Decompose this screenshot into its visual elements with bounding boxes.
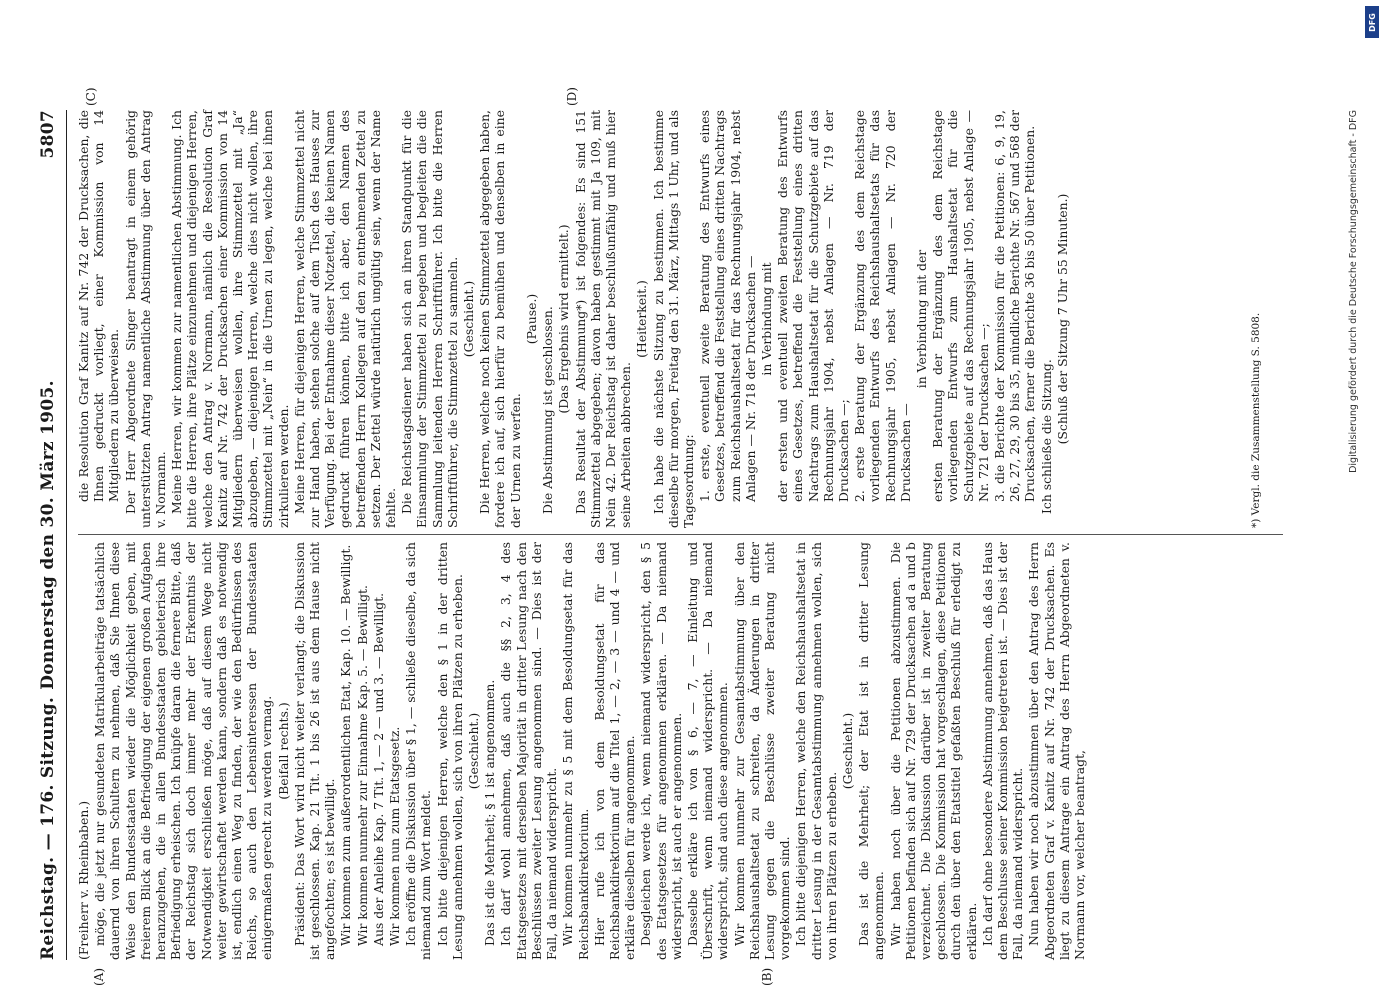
left-text-column (76, 542, 1088, 960)
paragraph: Das ist die Mehrheit; § 1 ist angenommen. (482, 679, 498, 946)
stage-direction: (Geschieht.) (461, 280, 477, 358)
paragraph: Ich bitte diejenigen Herren, welche den Reichshaushaltsetat in dritter Lesung in der Gesamtabstimmung annehmen wollen, sich von ihren Plätzen zu erheben. (793, 542, 839, 960)
dfg-logo-text: DFG (1367, 12, 1377, 32)
paragraph: Die Reichstagsdiener haben sich an ihren Standpunkt für die Einsammlung der Stimmzettel zu begeben und begleiten die die Sammlung leitenden Herren Schriftführer. Ich bitte die Herren Schriftführer, die Stimmzettel zu sammeln. (399, 110, 460, 528)
paragraph: Die Herren, welche noch keinen Stimmzettel abgegeben haben, fordere ich auf, sich hierfür zu bemühen und denselben in eine der Urnen zu werfen. (477, 110, 523, 528)
dfg-logo (1365, 6, 1379, 38)
stage-direction: (Geschieht.) (466, 712, 482, 790)
paragraph: Wir kommen nunmehr zur Gesamtabstimmung über den Reichshaushaltsetat zu schreiten, da Änderungen in dritter Lesung gegen die Beschlüsse zweiter Beratung nicht vorgekommen sind. (731, 542, 793, 960)
margin-marker-c: (C) (84, 87, 98, 106)
paragraph: Hier rufe ich von dem Besoldungsetat für das Reichsbankdirektorium auf die Titel 1, — 2, — 3 — und 4 — und erkläre dieselben für angenommen. (591, 542, 638, 960)
paragraph: Ich bitte diejenigen Herren, welche den § 1 in der dritten Lesung annehmen wollen, sich von ihren Plätzen zu erheben. (434, 542, 465, 960)
paragraph: Präsident: Das Wort wird nicht weiter verlangt; die Diskussion ist geschlossen. Kap. 21 Tit. 1 bis 26 ist aus dem Hause nicht angefochten; es ist bewilligt. (291, 542, 338, 960)
stage-direction: (Das Ergebnis wird ermittelt.) (556, 224, 572, 414)
footnote: *) Vergl. die Zusammenstellung S. 5808. (1250, 312, 1262, 528)
agenda-item: der ersten und eventuell zweiten Beratung des Entwurfs eines Gesetzes, betreffend die Feststellung eines dritten Nachtrags zum Haushaltsetat für die Schutzgebiete auf das Rechnungsjahr 1904, nebst Anlagen — Nr. 719 der Drucksachen —; (775, 110, 851, 502)
digitization-credit: Digitalisierung gefördert durch die Deutsche Forschungsgemeinschaft - DFG (1348, 110, 1359, 473)
paragraph: Aus der Anleihe Kap. 7 Tit. 1, — 2 — und 3. — Bewilligt. (370, 592, 386, 946)
paragraph: Meine Herren, für diejenigen Herren, welche Stimmzettel nicht zur Hand haben, stehen solche auf dem Tisch des Hauses zur Verfügung. Bei der Entnahme dieser Notzettel, die keinen Namen gedruckt führen können, bitte ich aber, den Namen des betreffenden Herrn Kollegen auf den zu entnehmenden Zettel zu setzen. Der Zettel würde natürlich ungültig sein, wenn der Name fehlte. (291, 110, 399, 528)
agenda-item: 3. die Berichte der Kommission für die Petitionen: 6, 9, 19, 26, 27, 29, 30 bis 35, mündliche Berichte Nr. 567 und 568 der Drucksachen, ferner die Berichte 36 bis 50 über Petitionen. (991, 110, 1038, 502)
header-rule (66, 110, 67, 960)
margin-marker-d: (D) (565, 87, 579, 106)
paragraph: Die Abstimmung ist geschlossen. (540, 306, 556, 514)
rotated-page (0, 70, 1383, 1000)
paragraph: Wir kommen nunmehr zur Einnahme Kap. 5. — Bewilligt. (354, 585, 370, 946)
speaker-line: (Freiherr v. Rheinbaben.) (76, 800, 91, 960)
paragraph: Wir kommen zum außerordentlichen Etat, Kap. 10. — Bewilligt. (338, 544, 354, 946)
header-session: Reichstag. — 176. Sitzung. (38, 696, 58, 960)
margin-marker-a: (A) (92, 967, 106, 986)
paragraph: Ich schließe die Sitzung. (1038, 359, 1054, 514)
paragraph: Der Herr Abgeordnete Singer beantragt in einem gehörig unterstützten Antrag namentliche Abstimmung über den Antrag v. Normann. (122, 110, 169, 528)
paragraph: möge, die jetzt nur gesundeten Matrikularbeiträge tatsächlich dauernd von ihren Schultern zu nehmen, daß Sie Ihnen diese Weise den Bundesstaaten wieder die Möglichkeit geben, mit freierem Blick an die Befriedigung der eigenen großen Aufgaben heranzugehen, die in allen Bundesstaaten gebieterisch ihre Befriedigung erheischen. Ich knüpfe daran die fernere Bitte, daß der Reichstag sich doch immer mehr der Erkenntnis der Notwendigkeit erschließen möge, daß auf diesem Wege nicht weiter gewirtschaftet werden kann, sondern daß es notwendig ist, endlich einen Weg zu finden, der wie den Bedürfnissen des Reichs, so auch den Lebensinteressen der Bundesstaaten einigermaßen gerecht zu werden vermag. (92, 542, 275, 960)
paragraph: Ich darf wohl annehmen, daß auch die §§ 2, 3, 4 des Etatsgesetzes mit derselben Majorität in dritter Lesung nach den Beschlüssen zweiter Lesung angenommen sind. — Dies ist der Fall, da niemand widerspricht. (498, 542, 560, 960)
paragraph: Wir kommen nun zum Etatsgesetz. (387, 726, 403, 946)
paragraph: Meine Herren, wir kommen zur namentlichen Abstimmung. Ich bitte die Herren, ihre Plätze einzunehmen und diejenigen Herren, welche den Antrag v. Normann, nämlich die Resolution Graf Kanitz auf Nr. 742 der Drucksachen einer Kommission von 14 Mitgliedern überweisen wollen, ihre Stimmzettel mit „Ja“ abzugeben, — diejenigen Herren, welche dies nicht wollen, ihre Stimmzettel mit „Nein“ in die Urnen zu legen, welche bei ihnen zirkulieren werden. (169, 110, 291, 528)
paragraph: Desgleichen werde ich, wenn niemand widerspricht, den § 5 des Etatsgesetzes für angenommen erklären. — Da niemand widerspricht, ist auch er angenommen. (638, 542, 684, 960)
stage-direction: (Geschieht.) (839, 712, 855, 790)
agenda-item: 2. erste Beratung der Ergänzung des dem Reichstage vorliegenden Entwurfs des Reichshaushaltsetats für das Rechnungsjahr 1905, nebst Anlagen — Nr. 720 der Drucksachen — (852, 110, 913, 502)
agenda-connector: in Verbindung mit (758, 262, 774, 376)
agenda-item: 1. erste, eventuell zweite Beratung des Entwurfs eines Gesetzes, betreffend die Feststellung eines dritten Nachtrags zum Reichshaushaltsetat für das Rechnungsjahr 1904, nebst Anlagen — Nr. 718 der Drucksachen — (697, 110, 758, 502)
header-date: Donnerstag den 30. März 1905. (38, 380, 58, 690)
page-header (38, 110, 64, 960)
stage-direction: (Beifall rechts.) (275, 702, 291, 800)
margin-marker-b: (B) (760, 967, 774, 986)
paragraph: Wir kommen nunmehr zu § 5 mit dem Besoldungsetat für das Reichsbankdirektorium. (560, 542, 591, 960)
stage-direction: (Pause.) (523, 293, 539, 345)
paragraph: Ich eröffne die Diskussion über § 1, — schließe dieselbe, da sich niemand zum Wort meldet. (403, 542, 434, 960)
paragraph: Ich habe die nächste Sitzung zu bestimmen. Ich bestimme dieselbe für morgen, Freitag den 31. März, Mittags 1 Uhr, und als Tagesordnung: (650, 110, 696, 528)
stage-direction: (Schluß der Sitzung 7 Uhr 55 Minuten.) (1054, 193, 1070, 445)
right-text-column (76, 110, 1071, 528)
agenda-connector: in Verbindung mit der (913, 249, 929, 389)
paragraph: Wir haben noch über die Petitionen abzustimmen. Die Petitionen befinden sich auf Nr. 729 der Drucksachen ad a und b verzeichnet. Die Diskussion darüber ist in zweiter Beratung geschlossen. Die Kommission hat vorgeschlagen, diese Petitionen durch den über den Etatstitel gefaßten Beschluß für erledigt zu erklären. (887, 542, 979, 960)
paragraph: Das ist die Mehrheit; der Etat ist in dritter Lesung angenommen. (856, 542, 887, 960)
stage-direction: (Heiterkeit.) (634, 280, 650, 358)
paragraph: Ich darf ohne besondere Abstimmung annehmen, daß das Haus dem Beschlusse seiner Kommission beigetreten ist. — Dies ist der Fall, da niemand widerspricht. (979, 542, 1026, 960)
paragraph: Das Resultat der Abstimmung*) ist folgendes: Es sind 151 Stimmzettel abgegeben; davon haben gestimmt mit Ja 109, mit Nein 42. Der Reichstag ist daher beschlußunfähig und muß hier seine Arbeiten abbrechen. (572, 110, 634, 528)
paragraph: die Resolution Graf Kanitz auf Nr. 742 der Drucksachen, die Ihnen gedruckt vorliegt, einer Kommission von 14 Mitgliedern zu überweisen. (76, 110, 122, 502)
agenda-item: ersten Beratung der Ergänzung des dem Reichstage vorliegenden Entwurfs zum Haushaltsetat für die Schutzgebiete auf das Rechnungsjahr 1905, nebst Anlage — Nr. 721 der Drucksachen —; (930, 110, 991, 502)
column-divider (78, 534, 1283, 535)
paragraph: Nun haben wir noch abzustimmen über den Antrag des Herrn Abgeordneten Graf v. Kanitz auf Nr. 742 der Drucksachen. Es liegt zu diesem Antrage ein Antrag des Herrn Abgeordneten v. Normann vor, welcher beantragt, (1026, 542, 1087, 960)
page-number: 5807 (38, 110, 58, 159)
paragraph: Dasselbe erkläre ich von § 6, — 7, — Einleitung und Überschrift, wenn niemand widerspricht. — Da niemand widerspricht, sind auch diese angenommen. (684, 542, 731, 960)
